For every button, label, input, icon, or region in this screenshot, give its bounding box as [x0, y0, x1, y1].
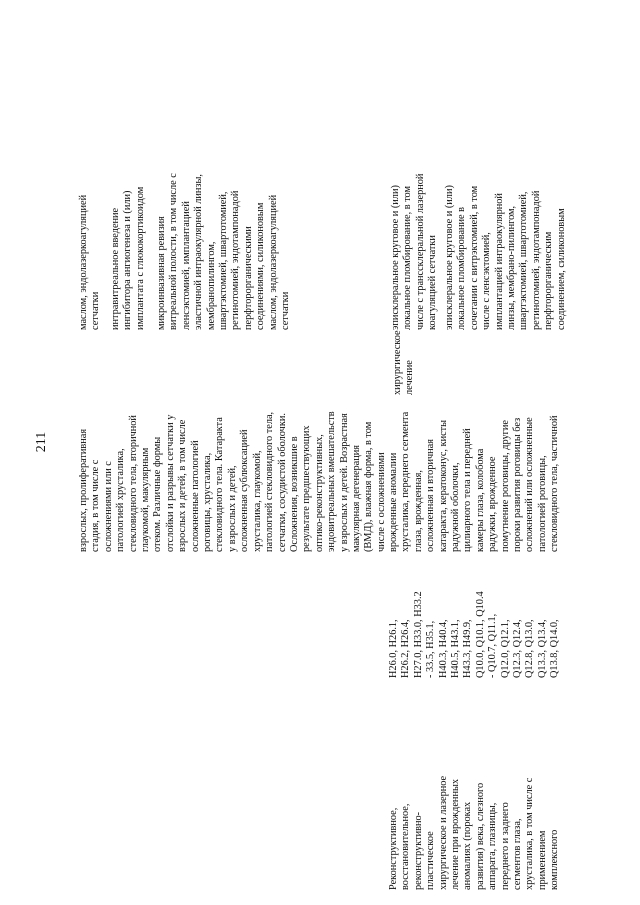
text-line: сочетании с витрэктомией, в том [468, 185, 480, 330]
text-line: лечение [404, 360, 416, 395]
text-line: врожденные аномалии [388, 452, 399, 552]
methods-top-b-cell [110, 165, 147, 330]
text-line: ингибитора ангиогенеза и (или) [122, 190, 134, 330]
text-line: результате предшествующих [301, 425, 313, 552]
text-line: ретинотомией, эндотампонадой [230, 190, 242, 330]
text-line: стекловидного тела. Катаракта [214, 417, 226, 552]
text-line: H27.0, H33.0, H33.2 [412, 591, 424, 678]
text-line: роговицы, хрусталика, [202, 452, 214, 552]
text-line: Q10.0, Q10.1, Q10.4 [474, 591, 486, 678]
text-line: эписклеральное круговое и (или) [444, 185, 455, 330]
methods-bottom-b-cell [444, 160, 568, 330]
text-line: сегментов глаза, [512, 818, 524, 890]
text-line: H26.2, H26.4, [400, 619, 412, 678]
text-line: пороки развития роговицы без [512, 417, 524, 552]
text-line: стекловидного тела, частичной [549, 415, 561, 552]
text-line: патологией стекловидного тела, [264, 411, 276, 552]
methods-bottom-a-cell [390, 160, 440, 330]
text-line: реконструктивно- [412, 811, 424, 890]
text-line: переднего и заднего [499, 802, 511, 890]
text-line: числе с осложнениями [375, 452, 387, 552]
text-line: взрослых, пролиферативная [78, 428, 89, 552]
text-line: Q13.8, Q14.0, [549, 619, 561, 678]
text-line: имплантацией интраокулярной [493, 193, 505, 330]
text-line: комплексного [549, 829, 561, 890]
text-line: швартэктомией, швартотомией, [218, 191, 230, 330]
text-line: радужной оболочки, [450, 462, 462, 552]
text-line: отслойки и разрывы сетчатки у [164, 414, 176, 552]
text-line: катаракта, кератоконус, кисты [437, 419, 449, 552]
text-line: H26.0, H26.1, [388, 619, 399, 678]
text-line: пластическое [425, 831, 437, 890]
text-line: патологией хрусталика, [115, 448, 127, 552]
methods-top-c-cell [156, 160, 292, 330]
text-line: ретинотомией, эндотампонадой [530, 190, 542, 330]
text-line: ленсэктомией, имплантацией [180, 201, 192, 330]
text-line: восстановительное, [400, 803, 412, 890]
text-line: осложнений или осложненные [524, 417, 536, 552]
icd-codes-cell [388, 543, 562, 678]
text-line: соединением, силиконовым [555, 208, 567, 330]
text-line: эндовитреальных вмешательств [326, 411, 338, 552]
text-line: цилиарного тела и передней [462, 428, 474, 552]
text-line: имплантата с глюкокортикоидом [134, 186, 146, 330]
text-line: хирургическое и лазерное [437, 775, 449, 890]
text-line: хирургическое [392, 330, 403, 395]
text-line: Осложнения, возникшие в [288, 436, 300, 552]
text-line: осложненная сублюксацией [239, 429, 251, 552]
text-line: мембранопилингом, [205, 241, 217, 330]
text-line: сетчатки [90, 291, 102, 330]
text-line: развития) века, слезного [474, 782, 486, 890]
text-line: маслом, эндолазеркоагуляцией [267, 194, 279, 330]
text-line: макулярная дегенерация [350, 444, 362, 552]
text-line: маслом, эндолазеркоагуляцией [78, 194, 89, 330]
text-line: (ВМД), влажная форма, в том [363, 421, 375, 552]
text-line: Q12.3, Q12.4, [512, 619, 524, 678]
text-line: микроинвазивная ревизия [156, 216, 167, 330]
text-line: Q12.0, Q12.1, [499, 619, 511, 678]
text-line: локальное пломбирование, в том [402, 185, 414, 330]
text-line: H40.5, H43.1, [450, 619, 462, 678]
text-line: осложнениями или с [102, 461, 114, 552]
text-line: швартэктомией, швартотомией, [518, 191, 530, 330]
text-line: применением [536, 830, 548, 890]
text-line: камеры глаза, колобома [474, 448, 486, 552]
text-line: лечение при врожденных [450, 778, 462, 890]
text-line: у взрослых и детей. Возрастная [338, 413, 350, 552]
procedure-name-cell [388, 690, 562, 890]
text-line: хрусталика, переднего сегмента [400, 411, 412, 552]
text-line: - Q10.7, Q11.1, [487, 613, 499, 678]
text-line: соединениями, силиконовым [255, 202, 267, 330]
text-line: локальное пломбирование в [456, 206, 468, 330]
text-line: Реконструктивное, [388, 807, 399, 890]
text-line: у взрослых и детей, [226, 465, 238, 552]
text-line: числе с ленсэктомией, [481, 232, 493, 330]
page-number: 211 [34, 431, 50, 453]
text-line: H40.3, H40.4, [437, 619, 449, 678]
text-line: перфторорганическими [242, 226, 254, 330]
text-line: отеком. Различные формы [152, 436, 164, 552]
text-line: аномалиях (пороках [462, 801, 474, 890]
methods-top-a-cell [78, 170, 103, 330]
text-line: Q13.3, Q13.4, [536, 619, 548, 678]
text-line: интравитреальное введение [110, 207, 121, 330]
text-line: осложненная и вторичная [425, 439, 437, 552]
text-line: помутнение роговицы, другие [499, 420, 511, 552]
text-line: стекловидного тела, вторичной [127, 415, 139, 552]
text-line: - 33.5, H35.1, [425, 620, 437, 678]
text-line: Q12.8, Q13.0, [524, 619, 536, 678]
text-line: коагуляцией сетчатки [427, 235, 439, 330]
text-line: стадия, в том числе с [90, 459, 102, 552]
text-line: числе с транссклеральной лазерной [414, 173, 426, 330]
text-line: перфторорганическим [543, 231, 555, 330]
text-line: оптико-реконструктивных, [313, 434, 325, 552]
text-line: аппарата, глазницы, [487, 802, 499, 890]
text-line: осложненные патологией [189, 440, 201, 552]
text-line: глаза, врожденная, [412, 470, 424, 552]
text-line: глаукомой, макулярным [140, 447, 152, 552]
text-line: хрусталика, глаукомой, [251, 450, 263, 552]
text-line: взрослых и детей, в том числе [177, 419, 189, 552]
diagnosis-bottom-cell [388, 377, 562, 552]
text-line: витреальной полости, в том числе с [168, 173, 180, 330]
text-line: H43.3, H49.9, [462, 619, 474, 678]
text-line: сетчатки, сосудистой оболочки. [276, 413, 288, 552]
text-line: эписклеральное круговое и (или) [390, 185, 401, 330]
text-line: хрусталика, в том числе с [524, 777, 536, 890]
text-line: радужки, врожденное [487, 456, 499, 552]
text-line: линзы, мембрано-пилингом, [506, 205, 518, 330]
text-line: патологией роговицы, [536, 455, 548, 552]
text-line: сетчатки [280, 291, 292, 330]
text-line: эластичной интраокулярной линзы, [193, 174, 205, 330]
